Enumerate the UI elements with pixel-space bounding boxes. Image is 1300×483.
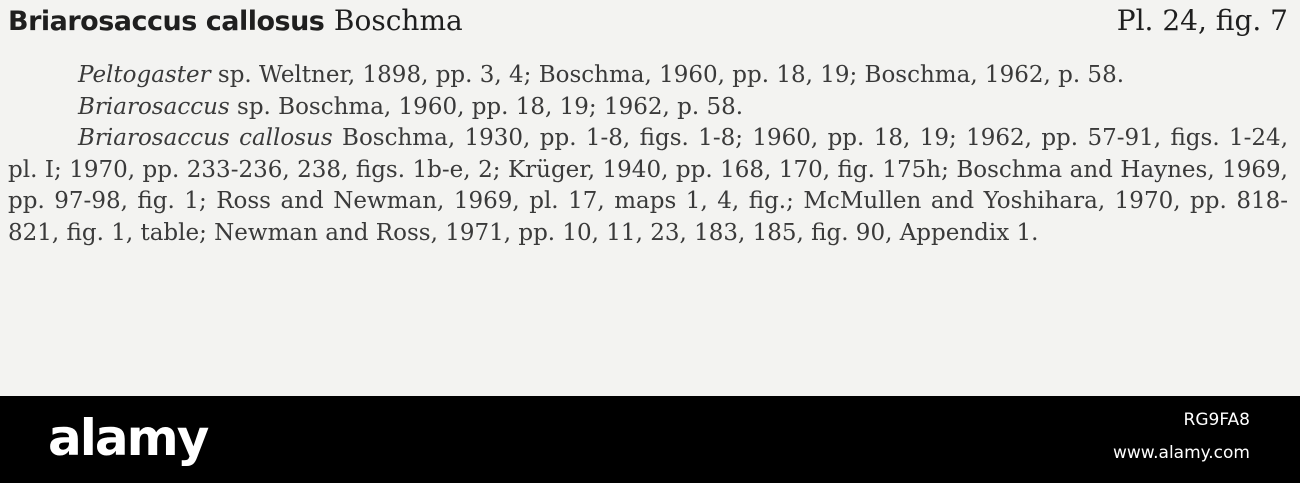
synonym-citations: Boschma, 1930, pp. 1-8, figs. 1-8; 1960, pp. 18, 19; 1962, pp. 57-91, figs. 1-24, pl. I; 1970, pp. 233-236, 238, figs. 1b-e, 2; Krüger, 1940, pp. 168, 170, fig. 175h; Boschma and Haynes, 1969, pp. 97-98, fig. 1; Ross and Newman, 1969, pl. 17, maps 1, 4, fig.; McMullen and Yoshihara, 1970, pp. 818-821, fig. 1, table; Newman and Ross, 1971, pp. 10, 11, 23, 183, 185, fig. 90, Appendix 1. — [8, 125, 1289, 246]
image-id: RG9FA8 — [1183, 410, 1250, 430]
synonymy-entry — [8, 60, 1288, 92]
species-name — [8, 3, 463, 38]
synonymy-list — [8, 60, 1288, 249]
synonym-name: Peltogaster — [78, 62, 211, 88]
plate-reference: Pl. 24, fig. 7 — [1116, 3, 1288, 37]
synonym-name: Briarosaccus — [78, 93, 230, 120]
alamy-logo: alamy — [48, 409, 208, 467]
watermark-bar — [0, 396, 1300, 483]
site-url: www.alamy.com — [1112, 443, 1250, 463]
species-heading — [8, 0, 1288, 40]
synonym-name: Briarosaccus callosus — [78, 125, 333, 151]
synonym-citations: sp. Boschma, 1960, pp. 18, 19; 1962, p. 58. — [229, 93, 744, 120]
synonym-citations: sp. Weltner, 1898, pp. 3, 4; Boschma, 1960, pp. 18, 19; Boschma, 1962, p. 58. — [210, 62, 1125, 88]
taxon-name: Briarosaccus callosus — [8, 5, 325, 37]
synonymy-entry — [8, 92, 1288, 124]
synonymy-entry — [8, 123, 1288, 249]
taxon-author: Boschma — [333, 3, 463, 37]
